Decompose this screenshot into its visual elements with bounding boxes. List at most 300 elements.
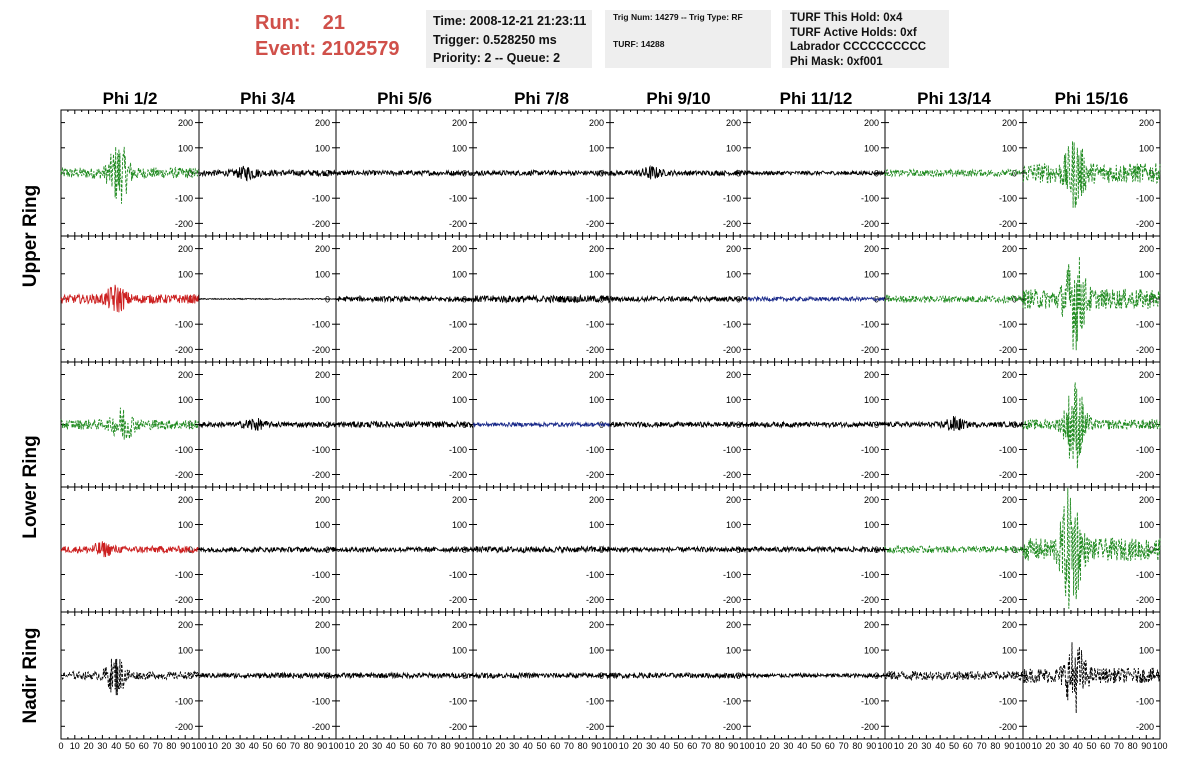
x-tick-label: 40 xyxy=(659,741,670,751)
y-tick-label: 0 xyxy=(1011,294,1017,305)
y-tick-label: 0 xyxy=(598,545,604,555)
y-tick-label: 200 xyxy=(1001,118,1017,129)
event-label: Event: xyxy=(255,38,317,60)
column-header: Phi 5/6 xyxy=(377,89,432,108)
y-tick-label: 200 xyxy=(588,495,604,505)
waveform-panel xyxy=(885,236,1023,362)
waveform-panel xyxy=(61,236,199,362)
y-tick-label: -200 xyxy=(722,721,741,732)
x-tick-label: 70 xyxy=(700,741,711,751)
x-tick-label: 10 xyxy=(618,741,629,751)
x-tick-label: 90 xyxy=(866,741,877,751)
x-tick-label: 100 xyxy=(191,741,207,751)
y-tick-label: -100 xyxy=(311,319,330,330)
y-tick-label: 100 xyxy=(1138,395,1154,405)
x-tick-label: 10 xyxy=(893,741,904,751)
waveform-panel xyxy=(747,236,885,362)
y-tick-label: 100 xyxy=(1138,520,1154,530)
y-tick-label: -200 xyxy=(998,344,1017,355)
x-tick-label: 90 xyxy=(180,741,191,751)
y-tick-label: 0 xyxy=(598,294,604,305)
y-tick-label: 0 xyxy=(873,420,879,430)
y-tick-label: -100 xyxy=(174,319,193,330)
y-tick-label: -100 xyxy=(860,570,879,580)
waveform-panel xyxy=(885,362,1023,487)
x-tick-label: 100 xyxy=(602,741,618,751)
y-tick-label: -100 xyxy=(448,193,467,204)
y-tick-label: 100 xyxy=(1138,645,1154,656)
y-tick-label: 200 xyxy=(1001,620,1017,631)
y-tick-label: 100 xyxy=(314,269,330,280)
x-tick-label: 20 xyxy=(358,741,369,751)
y-tick-label: 0 xyxy=(1148,420,1154,430)
waveform-panel xyxy=(610,362,747,487)
y-tick-label: -100 xyxy=(1135,570,1154,580)
x-tick-label: 70 xyxy=(152,741,163,751)
x-tick-label: 70 xyxy=(1113,741,1124,751)
x-tick-label: 30 xyxy=(235,741,246,751)
y-tick-label: -100 xyxy=(311,193,330,204)
x-tick-label: 60 xyxy=(687,741,698,751)
x-tick-label: 10 xyxy=(1031,741,1042,751)
waveform-panel xyxy=(885,110,1023,236)
x-tick-label: 100 xyxy=(877,741,893,751)
x-tick-label: 70 xyxy=(289,741,300,751)
column-header: Phi 13/14 xyxy=(917,89,991,108)
y-tick-label: -100 xyxy=(998,445,1017,455)
column-header: Phi 7/8 xyxy=(514,89,569,108)
y-tick-label: -200 xyxy=(585,470,604,480)
x-tick-label: 90 xyxy=(317,741,328,751)
event-value: 2102579 xyxy=(321,38,400,60)
run-value: 21 xyxy=(322,12,346,34)
x-tick-label: 50 xyxy=(673,741,684,751)
y-tick-label: -200 xyxy=(1135,218,1154,229)
y-tick-label: 200 xyxy=(177,495,193,505)
x-tick-label: 40 xyxy=(1072,741,1083,751)
column-header: Phi 3/4 xyxy=(240,89,295,108)
y-tick-label: 0 xyxy=(187,168,193,179)
x-tick-label: 60 xyxy=(962,741,973,751)
y-tick-label: 100 xyxy=(725,645,741,656)
y-tick-label: 100 xyxy=(588,269,604,280)
x-tick-label: 100 xyxy=(1152,741,1168,751)
x-tick-label: 10 xyxy=(481,741,492,751)
x-tick-label: 70 xyxy=(426,741,437,751)
y-tick-label: -100 xyxy=(998,319,1017,330)
y-tick-label: -200 xyxy=(311,218,330,229)
y-tick-label: 0 xyxy=(324,168,330,179)
y-tick-label: 200 xyxy=(863,370,879,380)
y-tick-label: 200 xyxy=(588,620,604,631)
y-tick-label: 200 xyxy=(725,118,741,129)
y-tick-label: 0 xyxy=(1148,671,1154,681)
y-tick-label: -200 xyxy=(860,218,879,229)
x-tick-label: 40 xyxy=(522,741,533,751)
y-tick-label: -200 xyxy=(311,470,330,480)
x-tick-label: 30 xyxy=(372,741,383,751)
y-tick-label: -200 xyxy=(311,595,330,605)
y-tick-label: -100 xyxy=(722,193,741,204)
y-tick-label: 200 xyxy=(314,495,330,505)
y-tick-label: 0 xyxy=(735,545,741,555)
y-tick-label: -100 xyxy=(174,570,193,580)
y-tick-label: -100 xyxy=(722,696,741,707)
y-tick-label: 100 xyxy=(725,269,741,280)
panel-frame xyxy=(885,110,1023,236)
x-tick-label: 40 xyxy=(797,741,808,751)
x-tick-label: 40 xyxy=(935,741,946,751)
y-tick-label: -100 xyxy=(860,193,879,204)
waveform-panel xyxy=(61,362,199,487)
y-tick-label: 200 xyxy=(1138,620,1154,631)
y-tick-label: 200 xyxy=(863,495,879,505)
x-tick-label: 30 xyxy=(783,741,794,751)
y-tick-label: -100 xyxy=(448,570,467,580)
x-tick-label: 50 xyxy=(536,741,547,751)
y-tick-label: -100 xyxy=(860,696,879,707)
y-tick-label: -200 xyxy=(174,344,193,355)
y-tick-label: -100 xyxy=(722,445,741,455)
y-tick-label: -200 xyxy=(448,595,467,605)
y-tick-label: 0 xyxy=(1011,168,1017,179)
y-tick-label: 0 xyxy=(598,420,604,430)
column-header: Phi 15/16 xyxy=(1054,89,1129,108)
x-tick-label: 80 xyxy=(303,741,314,751)
y-tick-label: -200 xyxy=(585,344,604,355)
turf-active-text: TURF Active Holds: 0xf xyxy=(790,26,917,39)
waveform-panel xyxy=(473,236,610,362)
waveform-panel xyxy=(1023,487,1160,612)
y-tick-label: 100 xyxy=(588,395,604,405)
x-tick-label: 20 xyxy=(769,741,780,751)
y-tick-label: 0 xyxy=(873,671,879,681)
x-tick-label: 90 xyxy=(1141,741,1152,751)
x-tick-label: 40 xyxy=(248,741,259,751)
y-tick-label: -200 xyxy=(998,218,1017,229)
y-tick-label: -200 xyxy=(448,218,467,229)
y-tick-label: 0 xyxy=(735,168,741,179)
x-tick-label: 40 xyxy=(111,741,122,751)
y-tick-label: -100 xyxy=(311,570,330,580)
y-tick-label: -200 xyxy=(174,595,193,605)
time-text: Time: 2008-12-21 21:23:11 xyxy=(433,14,587,28)
waveform-panel xyxy=(61,110,199,236)
x-tick-label: 100 xyxy=(1015,741,1031,751)
x-tick-label: 60 xyxy=(1100,741,1111,751)
y-tick-label: 0 xyxy=(598,168,604,179)
y-tick-label: 200 xyxy=(725,370,741,380)
y-tick-label: 200 xyxy=(863,244,879,255)
x-tick-label: 70 xyxy=(838,741,849,751)
trig-num-text: Trig Num: 14279 -- Trig Type: RF xyxy=(613,12,743,22)
waveform-panel xyxy=(473,612,610,739)
y-tick-label: -100 xyxy=(174,696,193,707)
y-tick-label: 100 xyxy=(314,143,330,154)
ring-label: Lower Ring xyxy=(20,435,41,539)
y-tick-label: 200 xyxy=(863,118,879,129)
y-tick-label: 200 xyxy=(588,244,604,255)
x-tick-label: 10 xyxy=(69,741,80,751)
trigger-text: Trigger: 0.528250 ms xyxy=(433,32,557,47)
y-tick-label: 200 xyxy=(314,620,330,631)
y-tick-label: -100 xyxy=(448,696,467,707)
y-tick-label: -200 xyxy=(311,344,330,355)
y-tick-label: 200 xyxy=(314,244,330,255)
y-tick-label: 0 xyxy=(324,294,330,305)
y-tick-label: -100 xyxy=(585,445,604,455)
waveform-panel xyxy=(610,487,747,612)
y-tick-label: 100 xyxy=(1138,143,1154,154)
y-tick-label: -200 xyxy=(860,344,879,355)
waveform-panel xyxy=(336,236,473,362)
x-tick-label: 60 xyxy=(138,741,149,751)
waveform-panel xyxy=(1023,362,1160,487)
waveform-panel xyxy=(336,362,473,487)
waveform-panel xyxy=(610,236,747,362)
waveform-panel xyxy=(747,110,885,236)
y-tick-label: 100 xyxy=(314,645,330,656)
y-tick-label: 200 xyxy=(1001,370,1017,380)
y-tick-label: 200 xyxy=(451,244,467,255)
y-tick-label: 100 xyxy=(588,143,604,154)
y-tick-label: 100 xyxy=(314,395,330,405)
y-tick-label: 200 xyxy=(863,620,879,631)
x-tick-label: 50 xyxy=(810,741,822,751)
waveform-panel xyxy=(61,612,199,739)
y-tick-label: 0 xyxy=(1011,671,1017,681)
x-tick-label: 80 xyxy=(852,741,863,751)
x-tick-label: 100 xyxy=(465,741,481,751)
y-tick-label: -200 xyxy=(311,721,330,732)
y-tick-label: -200 xyxy=(585,595,604,605)
x-tick-label: 30 xyxy=(509,741,520,751)
y-tick-label: 0 xyxy=(461,671,467,681)
x-tick-label: 10 xyxy=(344,741,355,751)
y-tick-label: 100 xyxy=(177,645,193,656)
y-tick-label: -100 xyxy=(998,696,1017,707)
y-tick-label: 0 xyxy=(324,671,330,681)
waveform-panel xyxy=(473,110,610,236)
x-tick-label: 60 xyxy=(550,741,561,751)
y-tick-label: -100 xyxy=(1135,445,1154,455)
waveform-panel xyxy=(336,110,473,236)
x-tick-label: 20 xyxy=(907,741,918,751)
y-tick-label: 200 xyxy=(725,620,741,631)
ring-label: Nadir Ring xyxy=(20,627,41,724)
y-tick-label: -200 xyxy=(998,470,1017,480)
turf-text: TURF: 14288 xyxy=(613,39,665,49)
y-tick-label: 100 xyxy=(314,520,330,530)
turf-hold-text: TURF This Hold: 0x4 xyxy=(790,12,903,24)
y-tick-label: 0 xyxy=(873,545,879,555)
waveform-panel xyxy=(747,487,885,612)
y-tick-label: -100 xyxy=(585,193,604,204)
y-tick-label: -100 xyxy=(448,445,467,455)
y-tick-label: -100 xyxy=(585,319,604,330)
y-tick-label: -200 xyxy=(998,595,1017,605)
y-tick-label: 100 xyxy=(177,395,193,405)
y-tick-label: 200 xyxy=(177,620,193,631)
y-tick-label: 200 xyxy=(725,244,741,255)
waveform-panel xyxy=(473,362,610,487)
y-tick-label: 200 xyxy=(451,620,467,631)
x-tick-label: 20 xyxy=(83,741,94,751)
y-tick-label: -100 xyxy=(860,445,879,455)
y-tick-label: 100 xyxy=(451,645,467,656)
y-tick-label: -100 xyxy=(585,570,604,580)
x-tick-label: 70 xyxy=(976,741,987,751)
y-tick-label: 100 xyxy=(588,645,604,656)
y-tick-label: 100 xyxy=(863,269,879,280)
y-tick-label: 200 xyxy=(725,495,741,505)
y-tick-label: 100 xyxy=(1001,520,1017,530)
y-tick-label: 200 xyxy=(588,370,604,380)
x-tick-label: 50 xyxy=(262,741,273,751)
x-tick-label: 80 xyxy=(577,741,588,751)
y-tick-label: 0 xyxy=(187,294,193,305)
y-tick-label: -200 xyxy=(174,721,193,732)
x-tick-label: 70 xyxy=(563,741,574,751)
y-tick-label: 100 xyxy=(863,520,879,530)
y-tick-label: -200 xyxy=(1135,470,1154,480)
x-tick-label: 20 xyxy=(221,741,232,751)
x-tick-label: 90 xyxy=(454,741,465,751)
y-tick-label: 0 xyxy=(461,420,467,430)
waveform-panel xyxy=(885,612,1023,739)
waveform-panel xyxy=(336,487,473,612)
y-tick-label: 200 xyxy=(314,370,330,380)
x-tick-label: 0 xyxy=(58,741,64,751)
y-tick-label: 200 xyxy=(588,118,604,129)
y-tick-label: -200 xyxy=(448,470,467,480)
waveform-panel xyxy=(610,110,747,236)
x-tick-label: 20 xyxy=(1045,741,1056,751)
y-tick-label: -200 xyxy=(998,721,1017,732)
x-tick-label: 90 xyxy=(1004,741,1015,751)
x-tick-label: 50 xyxy=(399,741,410,751)
y-tick-label: -100 xyxy=(1135,696,1154,707)
waveform-panel xyxy=(199,110,336,236)
y-tick-label: 200 xyxy=(314,118,330,129)
waveform-panel xyxy=(1023,236,1160,362)
waveform-panel xyxy=(610,612,747,739)
y-tick-label: 100 xyxy=(1001,269,1017,280)
y-tick-label: 0 xyxy=(1148,168,1154,179)
y-tick-label: 200 xyxy=(451,370,467,380)
y-tick-label: -100 xyxy=(1135,193,1154,204)
x-tick-label: 80 xyxy=(440,741,451,751)
y-tick-label: -100 xyxy=(722,319,741,330)
y-tick-label: 0 xyxy=(461,294,467,305)
y-tick-label: 200 xyxy=(1138,495,1154,505)
y-tick-label: -100 xyxy=(585,696,604,707)
labrador-text: Labrador CCCCCCCCCC xyxy=(790,41,927,53)
y-tick-label: 0 xyxy=(1011,420,1017,430)
y-tick-label: 200 xyxy=(1138,118,1154,129)
y-tick-label: 0 xyxy=(1148,294,1154,305)
waveform-panel xyxy=(473,487,610,612)
y-tick-label: 0 xyxy=(735,671,741,681)
y-tick-label: -100 xyxy=(1135,319,1154,330)
y-tick-label: -200 xyxy=(860,721,879,732)
y-tick-label: 100 xyxy=(725,520,741,530)
x-tick-label: 80 xyxy=(714,741,725,751)
y-tick-label: 0 xyxy=(873,168,879,179)
x-tick-label: 10 xyxy=(207,741,218,751)
y-tick-label: 200 xyxy=(177,118,193,129)
y-tick-label: 0 xyxy=(873,294,879,305)
waveform-panel xyxy=(885,487,1023,612)
waveform-panel xyxy=(199,236,336,362)
y-tick-label: 100 xyxy=(451,520,467,530)
x-tick-label: 100 xyxy=(739,741,755,751)
y-tick-label: 0 xyxy=(735,420,741,430)
y-tick-label: 100 xyxy=(177,143,193,154)
y-tick-label: 100 xyxy=(451,395,467,405)
x-tick-label: 10 xyxy=(755,741,766,751)
y-tick-label: 100 xyxy=(177,520,193,530)
y-tick-label: -100 xyxy=(174,193,193,204)
y-tick-label: 100 xyxy=(863,143,879,154)
x-tick-label: 30 xyxy=(646,741,657,751)
y-tick-label: -200 xyxy=(585,721,604,732)
waveform-panel xyxy=(747,612,885,739)
y-tick-label: 100 xyxy=(451,269,467,280)
x-tick-label: 30 xyxy=(921,741,932,751)
x-tick-label: 90 xyxy=(728,741,739,751)
waveform-panel xyxy=(336,612,473,739)
y-tick-label: -200 xyxy=(1135,344,1154,355)
y-tick-label: 0 xyxy=(461,168,467,179)
y-tick-label: -200 xyxy=(448,721,467,732)
x-tick-label: 60 xyxy=(413,741,424,751)
y-tick-label: 100 xyxy=(1001,395,1017,405)
x-tick-label: 80 xyxy=(990,741,1001,751)
priority-text: Priority: 2 -- Queue: 2 xyxy=(433,51,561,65)
y-tick-label: -200 xyxy=(722,218,741,229)
x-tick-label: 40 xyxy=(385,741,396,751)
x-tick-label: 30 xyxy=(97,741,108,751)
x-tick-label: 30 xyxy=(1059,741,1070,751)
y-tick-label: 0 xyxy=(598,671,604,681)
waveform-panel xyxy=(61,487,199,612)
y-tick-label: 200 xyxy=(451,495,467,505)
y-tick-label: -100 xyxy=(174,445,193,455)
phi-mask-text: Phi Mask: 0xf001 xyxy=(790,55,883,68)
y-tick-label: -100 xyxy=(998,570,1017,580)
run-label: Run: xyxy=(255,12,301,34)
y-tick-label: 0 xyxy=(187,671,193,681)
y-tick-label: -100 xyxy=(998,193,1017,204)
y-tick-label: 200 xyxy=(1001,244,1017,255)
y-tick-label: -200 xyxy=(860,595,879,605)
y-tick-label: -200 xyxy=(174,470,193,480)
y-tick-label: 0 xyxy=(324,545,330,555)
column-header: Phi 11/12 xyxy=(779,89,853,108)
column-header: Phi 1/2 xyxy=(102,89,158,108)
y-tick-label: 0 xyxy=(187,545,193,555)
y-tick-label: 100 xyxy=(725,395,741,405)
y-tick-label: 200 xyxy=(177,244,193,255)
waveform-panel xyxy=(199,487,336,612)
y-tick-label: 200 xyxy=(1001,495,1017,505)
y-tick-label: 0 xyxy=(735,294,741,305)
y-tick-label: 100 xyxy=(1138,269,1154,280)
waveform-panel xyxy=(1023,110,1160,236)
x-tick-label: 50 xyxy=(124,741,136,751)
y-tick-label: 200 xyxy=(177,370,193,380)
